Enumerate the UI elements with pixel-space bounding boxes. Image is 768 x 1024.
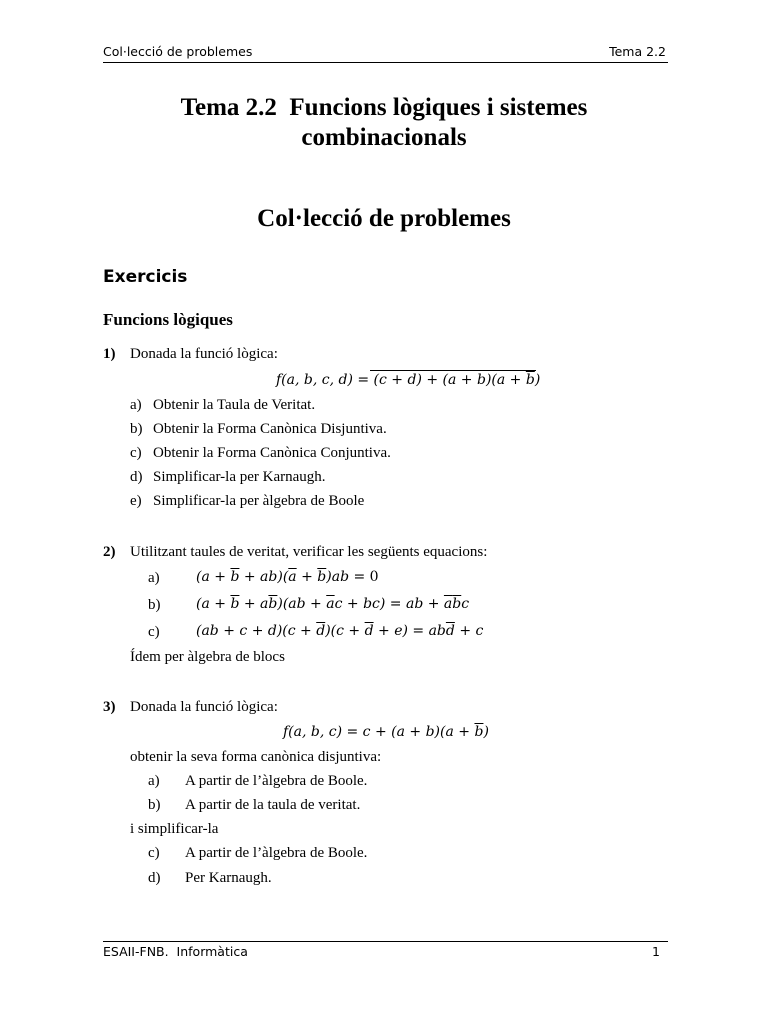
section-heading: Exercicis (103, 267, 188, 287)
problem-3-item-d-text: Per Karnaugh. (185, 870, 272, 886)
problem-1-number: 1) (103, 346, 116, 362)
problem-3-item-a-text: A partir de l’àlgebra de Boole. (185, 773, 368, 789)
problem-1-item-b-text: Obtenir la Forma Canònica Disjuntiva. (153, 421, 387, 437)
footer-divider (103, 941, 668, 942)
problem-3-item-b-text: A partir de la taula de veritat. (185, 797, 361, 813)
problem-1-item-a-label: a) (130, 397, 142, 413)
page-title (0, 93, 768, 153)
problem-1-item-d-text: Simplificar-la per Karnaugh. (153, 469, 326, 485)
problem-3-item-c-label: c) (148, 845, 160, 861)
page-number: 1 (652, 944, 660, 959)
problem-1-item-c-label: c) (130, 445, 142, 461)
problem-1-overbar (370, 370, 536, 371)
problem-1-item-c-text: Obtenir la Forma Canònica Conjuntiva. (153, 445, 391, 461)
problem-3-middle: i simplificar-la (130, 821, 219, 837)
problem-1-item-a-text: Obtenir la Taula de Veritat. (153, 397, 316, 413)
problem-2-number: 2) (103, 544, 116, 560)
problem-2-equation-a: $(a + \overline{b} + ab)(\overline{a} + \overline{b})ab = 0$ (196, 569, 379, 585)
problem-3-equation: f(a, b, $c) = c + (a + b)(a + \overline{b})$ (283, 724, 489, 740)
footer-left: ESAII-FNB. Informàtica (103, 944, 248, 959)
problem-3-number: 3) (103, 699, 116, 715)
page-title-line2: combinacionals (301, 124, 467, 151)
header-left: Col·lecció de problemes (103, 44, 253, 59)
header-divider (103, 62, 668, 63)
header-right: Tema 2.2 (609, 44, 666, 59)
problem-1-item-e-text: Simplificar-la per àlgebra de Boole (153, 493, 365, 509)
problem-2-outro: Ídem per àlgebra de blocs (130, 649, 285, 665)
problem-3-item-c-text: A partir de l’àlgebra de Boole. (185, 845, 368, 861)
subsection-heading: Funcions lògiques (103, 310, 233, 329)
problem-2-item-c-label: c) (148, 624, 160, 640)
problem-2-intro: Utilitzant taules de veritat, verificar les següents equacions: (130, 544, 488, 560)
page-subtitle: Col·lecció de problemes (257, 205, 511, 232)
problem-1-equation: f(a, b, c, $d) = (c + d) + (a + b)(a + \overline{b})$ (276, 372, 541, 388)
problem-3-item-d-label: d) (148, 870, 161, 886)
page-title-line1: Tema 2.2 Funcions lògiques i sistemes (180, 94, 588, 121)
problem-3-item-b-label: b) (148, 797, 161, 813)
problem-3-after-equation: obtenir la seva forma canònica disjuntiva: (130, 749, 382, 765)
problem-1-item-d-label: d) (130, 469, 143, 485)
problem-2-equation-c: $(ab + c + d)(c + \overline{d})(c + \overline{d} + e) = ab\overline{d} + c$ (196, 623, 484, 639)
problem-1-intro: Donada la funció lògica: (130, 346, 278, 362)
problem-3-item-a-label: a) (148, 773, 160, 789)
problem-1-item-b-label: b) (130, 421, 143, 437)
problem-2-item-a-label: a) (148, 570, 160, 586)
problem-3-intro: Donada la funció lògica: (130, 699, 278, 715)
problem-2-equation-b: $(a + \overline{b} + a\overline{b})(ab + \overline{a}c + bc)$ = ab + $\overline{a}\overline{b}c$ (196, 596, 470, 612)
problem-1-item-e-label: e) (130, 493, 142, 509)
problem-2-item-b-label: b) (148, 597, 161, 613)
